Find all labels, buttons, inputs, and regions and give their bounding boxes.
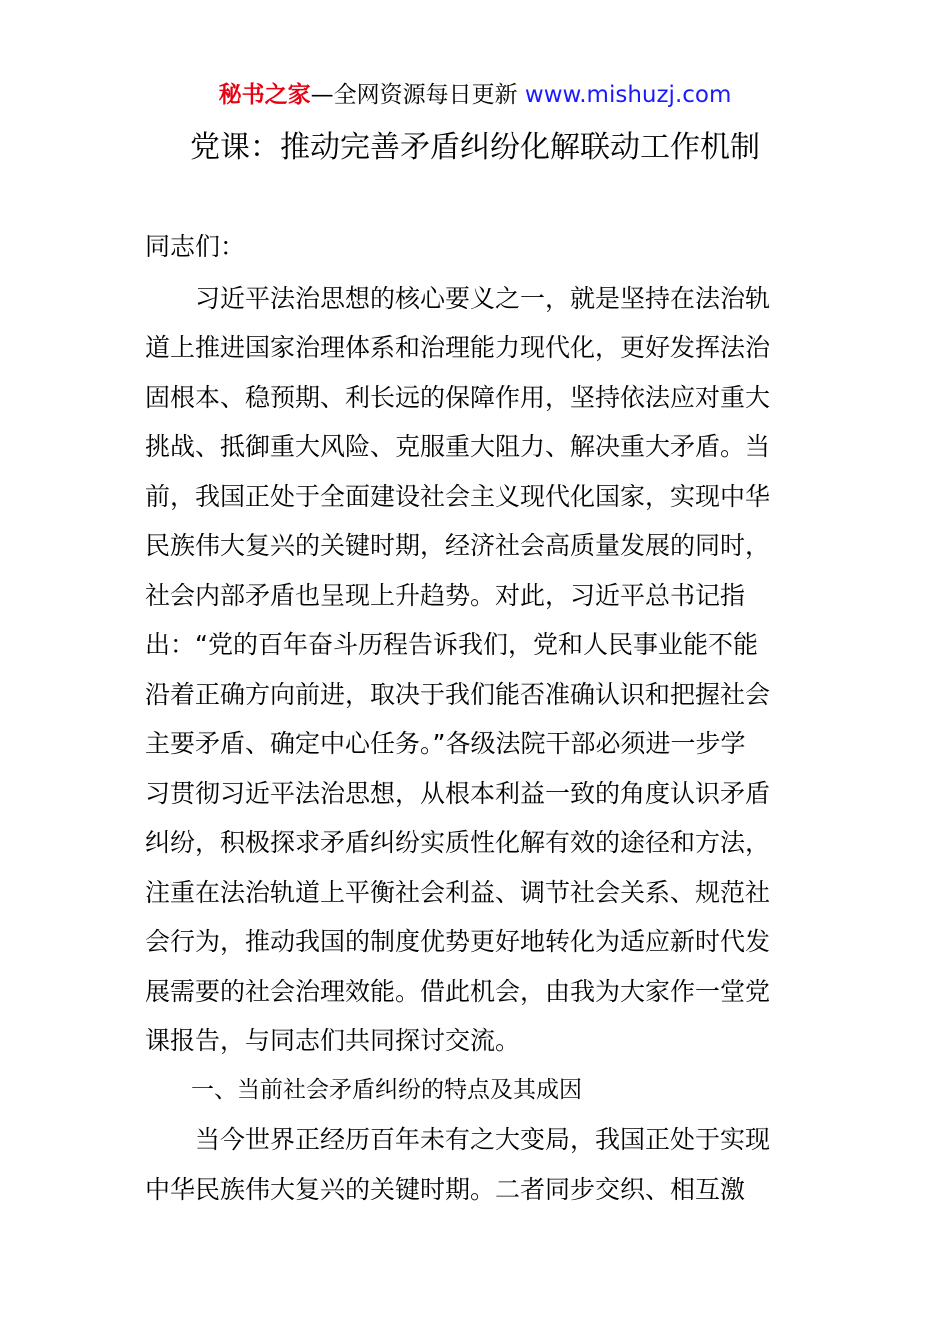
paragraph-line: 会行为，推动我国的制度优势更好地转化为适应新时代发 <box>145 927 771 956</box>
paragraph-line: 前，我国正处于全面建设社会主义现代化国家，实现中华 <box>145 481 771 511</box>
paragraph-line: 纠纷，积极探求矛盾纠纷实质性化解有效的途径和方法， <box>145 828 771 857</box>
greeting: 同志们： <box>145 232 246 261</box>
paragraph-line: 展需要的社会治理效能。借此机会，由我为大家作一堂党 <box>145 976 771 1006</box>
paragraph-line: 固根本、稳预期、利长远的保障作用，坚持依法应对重大 <box>145 382 771 412</box>
paragraph-line: 习贯彻习近平法治思想，从根本利益一致的角度认识矛盾 <box>145 778 771 808</box>
document-body <box>145 222 813 1214</box>
section-heading: 一、当前社会矛盾纠纷的特点及其成因 <box>145 1076 582 1103</box>
paragraph-line: 当今世界正经历百年未有之大变局，我国正处于实现 <box>145 1125 771 1154</box>
paragraph-line: 中华民族伟大复兴的关键时期。二者同步交织、相互激 <box>145 1174 746 1204</box>
paragraph-line: 主要矛盾、确定中心任务。”各级法院干部必须进一步学 <box>145 729 746 758</box>
paragraph-line: 挑战、抵御重大风险、克服重大阻力、解决重大矛盾。当 <box>145 432 771 461</box>
paragraph-line: 沿着正确方向前进，取决于我们能否准确认识和把握社会 <box>145 679 771 709</box>
paragraph-line: 民族伟大复兴的关键时期，经济社会高质量发展的同时， <box>145 531 771 560</box>
paragraph-line: 出：“党的百年奋斗历程告诉我们，党和人民事业能不能 <box>145 630 758 659</box>
paragraph-line: 社会内部矛盾也呈现上升趋势。对此，习近平总书记指 <box>145 580 746 610</box>
header-tagline: —全网资源每日更新 <box>310 82 518 108</box>
brand-name: 秘书之家 <box>218 82 311 108</box>
paragraph-line: 习近平法治思想的核心要义之一，就是坚持在法治轨 <box>145 283 771 313</box>
paragraph-line: 注重在法治轨道上平衡社会利益、调节社会关系、规范社 <box>145 877 771 907</box>
document-title: 党课：推动完善矛盾纠纷化解联动工作机制 <box>190 130 760 165</box>
paragraph-line: 道上推进国家治理体系和治理能力现代化，更好发挥法治 <box>145 333 771 362</box>
paragraph-line: 课报告，与同志们共同探讨交流。 <box>145 1026 521 1055</box>
site-header <box>0 79 950 111</box>
site-url-link[interactable]: www.mishuzj.com <box>524 82 732 108</box>
